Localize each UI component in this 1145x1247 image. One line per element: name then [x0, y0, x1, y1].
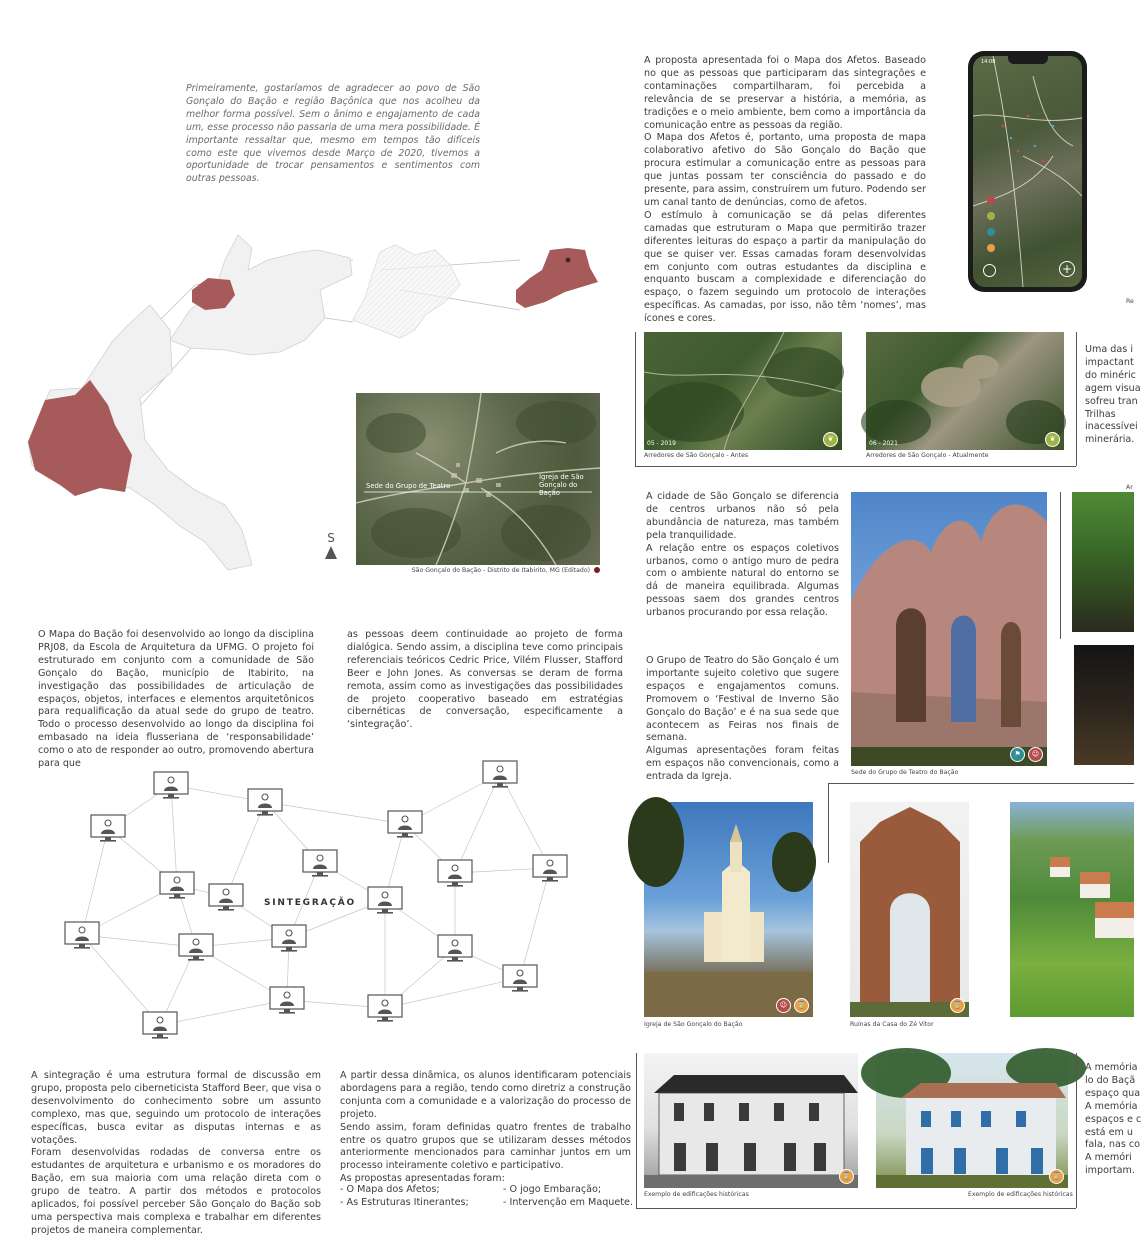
dynamics-p1: A partir dessa dinâmica, os alunos identificaram potenciais abordagens para a região, tendo como diretriz a construção conjunta com a comunidade e a valorização do processo de projeto. — [340, 1070, 631, 1120]
satellite-before — [644, 332, 842, 450]
district-map-fill — [353, 245, 460, 338]
caption-before: Arredores de São Gonçalo - Antes — [644, 452, 749, 459]
theatre-text — [646, 655, 839, 784]
greenery-photo — [1072, 492, 1134, 632]
proposal-text — [644, 55, 926, 326]
map-caption-text: São Gonçalo do Bação - Distrito de Itabirito, MG (Editado) — [411, 567, 591, 574]
proposal-item: - O jogo Embaração; — [503, 1184, 602, 1195]
layer-buttons — [987, 196, 995, 252]
hist-bracket-left — [636, 1053, 637, 1208]
historic-building-bw — [644, 1053, 858, 1188]
layer-leaf-icon[interactable] — [987, 212, 995, 220]
side-line: agem visua — [1085, 382, 1141, 394]
proposal-item: - As Estruturas Itinerantes; — [340, 1197, 469, 1208]
computer-node-icon — [503, 965, 537, 992]
computer-node-icon — [270, 987, 304, 1014]
computer-node-icon — [483, 761, 517, 788]
hourglass-icon: ⌛ — [950, 998, 965, 1013]
theatre-p1: O Grupo de Teatro do São Gonçalo é um importante sujeito coletivo que sugere espaços e engajamentos comuns. Promovem o ‘Festival de Inverno São Gonçalo do Bação’ e é na sua sede que acontecem as Feiras nos finais de semana. — [646, 655, 839, 744]
computer-node-icon — [65, 922, 99, 949]
computer-node-icon — [154, 772, 188, 799]
north-arrow-icon — [325, 546, 337, 559]
ruins-caption: Ruínas da Casa do Zé Vitor — [850, 1021, 934, 1028]
side-line: A memória — [1085, 1100, 1138, 1112]
mining-side-text — [1085, 344, 1145, 447]
proposal-item: - O Mapa dos Afetos; — [340, 1184, 440, 1195]
side-line: lo do Baçã — [1085, 1074, 1136, 1086]
computer-node-icon — [303, 850, 337, 877]
green-bracket — [1060, 492, 1061, 639]
side-line: Trilhas — [1085, 408, 1116, 420]
theatre-photo — [851, 492, 1047, 766]
city-p1: A cidade de São Gonçalo se diferencia de centros urbanos não só pela abundância de natureza, mas também pela tranquilidade. — [646, 491, 839, 541]
layer-flag-icon[interactable] — [987, 228, 995, 236]
side-line: inacessívei — [1085, 421, 1138, 433]
theatre-p2: Algumas apresentações foram feitas em espaços não convencionais, como a entrada da Igreja. — [646, 745, 839, 783]
proposal-p1: A proposta apresentada foi o Mapa dos Afetos. Baseado no que as pessoas que participaram das sintegrações e contaminações compartilharam, foi percebida a relevância de se preservar a história, a memória, as tradições e o meio ambiente, bem como a importância da comunicação entre as pessoas da região. — [644, 55, 926, 131]
theatre-bracket-vertical — [828, 783, 829, 863]
computer-node-icon — [533, 855, 567, 882]
right-side-caption: Ar — [1126, 484, 1133, 491]
satellite-after — [866, 332, 1064, 450]
dynamics-p3: As propostas apresentadas foram: — [340, 1173, 505, 1185]
memory-side-text — [1085, 1062, 1145, 1178]
city-p2: A relação entre os espaços coletivos urbanos, como o antigo muro de pedra com o ambiente natural do entorno se dá de maneira equilibrada. Algumas pessoas saem dos grandes centros urbanos procurando por essa relação. — [646, 542, 839, 619]
satellite-map — [356, 393, 600, 565]
north-label: S — [327, 531, 335, 545]
side-line: fala, nas co — [1085, 1139, 1141, 1151]
before-date: 05 - 2019 — [647, 440, 676, 447]
sintegration-label: SINTEGRAÇÃO — [264, 898, 356, 908]
map-caption — [380, 567, 600, 575]
highlight-district — [516, 248, 598, 308]
proposals-list-left — [340, 1183, 469, 1209]
computer-node-icon — [368, 995, 402, 1022]
side-line: do minéric — [1085, 369, 1136, 381]
phone-time: 14:08 — [981, 59, 996, 65]
hist-bracket-right — [1076, 1053, 1077, 1208]
leaf-icon: ❦ — [823, 432, 838, 447]
historic-building-color — [876, 1053, 1068, 1188]
side-line: está em u — [1085, 1126, 1133, 1138]
computer-node-icon — [160, 872, 194, 899]
church-photo — [644, 802, 813, 1017]
sat-label-church: Igreja de São Gonçalo do Bação — [539, 473, 584, 497]
city-text — [646, 491, 839, 620]
leaf-icon: ❦ — [1045, 432, 1060, 447]
phone-add-icon[interactable]: + — [1059, 261, 1075, 277]
phone-mockup — [968, 51, 1087, 292]
side-line: espaços e c — [1085, 1113, 1142, 1125]
sat-bracket-vertical — [635, 332, 636, 466]
course-text-col2: as pessoas deem continuidade ao projeto de forma dialógica. Sendo assim, a disciplina teve como principais referenciais teóricos Cedric Price, Vilém Flusser, Stafford Beer e John Jones. As conversas se deram de forma remota, assim como as investigações das possibilidades de projeto cooperativo baseado em estratégias cibernéticas de conversação, especificamente a ‘sintegração’. — [347, 629, 623, 731]
computer-node-icon — [388, 811, 422, 838]
map-caption-dot — [594, 567, 600, 573]
proposal-p2: O Mapa dos Afetos é, portanto, uma proposta de mapa colaborativo afetivo do São Gonçalo do Bação que procura estimular a comunicação entre as pessoas para que juntas possam ter consciência do passado e do presente, para assim, construírem um futuro. Podendo ser um canal tanto de denúncias, como de afetos. — [644, 132, 926, 208]
computer-node-icon — [272, 925, 306, 952]
north-arrow — [322, 532, 340, 559]
proposal-p3: O estímulo à comunicação se dá pelas diferentes camadas que estruturam o Mapa que permitirão trazer diferentes leituras do espaço a partir da manipulação do que se quiser ver. Essas camadas foram desenvolvidas em conjunto com outras estudantes da disciplina e enquanto buscam a complexidade e diferenciação do espaço, o fazem seguindo um protocolo de interações específicas. As camadas, por isso, não têm ‘nomes’, mas ícones e cores. — [644, 209, 926, 325]
historic-caption-1: Exemplo de edificações históricas — [644, 1191, 749, 1198]
phone-notch — [1008, 56, 1048, 64]
side-line: minerária. — [1085, 434, 1135, 446]
sat-label-theatre: Sede do Grupo de Teatro — [366, 482, 451, 490]
side-line: sofreu tran — [1085, 395, 1138, 407]
masks-icon: ☺ — [776, 998, 791, 1013]
after-date: 06 - 2021 — [869, 440, 898, 447]
phone-side-label: Re — [1126, 298, 1134, 305]
sintegration-text-col2 — [340, 1070, 631, 1186]
theatre-bracket-horizontal — [828, 783, 1134, 784]
side-line: A memóri — [1085, 1152, 1132, 1164]
performance-photo — [1074, 645, 1134, 765]
side-line: impactant — [1085, 356, 1134, 368]
side-line: A memória — [1085, 1062, 1138, 1073]
sat-bracket-right — [1076, 332, 1077, 466]
computer-node-icon — [143, 1012, 177, 1039]
sintegration-p1: A sintegração é uma estrutura formal de discussão em grupo, proposta pelo ciberneticista Stafford Beer, que visa o desenvolvimento do conhecimento sobre um assunto complexo, mas que, seguindo um protocolo de interações específicas, busca evitar as disputas internas e as votações. — [31, 1070, 321, 1146]
computer-node-icon — [368, 887, 402, 914]
computer-node-icon — [209, 884, 243, 911]
computer-node-icon — [438, 935, 472, 962]
computer-node-icon — [179, 934, 213, 961]
phone-menu-icon[interactable] — [983, 264, 996, 277]
historic-caption-2: Exemplo de edificações históricas — [968, 1191, 1073, 1198]
side-line: Uma das i — [1085, 344, 1133, 355]
hourglass-icon: ⌛ — [1049, 1169, 1064, 1184]
intro-acknowledgement: Primeiramente, gostaríamos de agradecer ao povo de São Gonçalo do Bação e região Baçônica que nos acolheu da melhor forma possível. Sem o ânimo e engajamento de cada um, esse processo não passaria de uma mera possibilidade. É importante ressaltar que, mesmo em tempos tão difíceis como este que vivemos desde Março de 2020, tivemos a oportunidade de trocar pensamentos e sentimentos com outras pessoas. — [186, 83, 480, 185]
proposals-list-right — [503, 1183, 633, 1209]
layer-hourglass-icon[interactable] — [987, 244, 995, 252]
computer-node-icon — [438, 860, 472, 887]
dynamics-p2: Sendo assim, foram definidas quatro frentes de trabalho entre os quatro grupos que se utilizaram desses métodos anteriormente mencionados para caminhar juntos em um processo inteiramente coletivo e participativo. — [340, 1121, 631, 1172]
village-photo — [1010, 802, 1134, 1017]
proposal-item: - Intervenção em Maquete. — [503, 1197, 634, 1208]
side-line: importam. — [1085, 1165, 1135, 1177]
ruins-photo — [850, 802, 969, 1017]
caption-after: Arredores de São Gonçalo - Atualmente — [866, 452, 989, 459]
layer-heart-icon[interactable] — [987, 196, 995, 204]
masks-icon: ☺ — [1028, 747, 1043, 762]
hourglass-icon: ⌛ — [794, 998, 809, 1013]
hist-bracket-bottom — [636, 1208, 1076, 1209]
computer-node-icon — [248, 789, 282, 816]
sat-bracket-horizontal — [635, 466, 1076, 467]
sintegration-text-col1 — [31, 1070, 321, 1238]
sintegration-p2: Foram desenvolvidas rodadas de conversa entre os estudantes de arquitetura e urbanismo e os moradores do Bação, em sua maioria com uma relação direta com o grupo de teatro. A partir dos métodos e protocolos aplicados, foi possível perceber São Gonçalo do Bação sob uma perspectiva mais complexa e trabalhar em diferentes projetos de maneira complementar. — [31, 1147, 321, 1236]
flag-icon: ⚑ — [1010, 747, 1025, 762]
phone-screen — [973, 56, 1082, 287]
side-line: espaço qua — [1085, 1087, 1141, 1099]
course-text-col1: O Mapa do Bação foi desenvolvido ao longo da disciplina PRJ08, da Escola de Arquitetura da UFMG. O projeto foi estruturado em conjunto com a comunidade de São Gonçalo do Bação, município de Itabirito, na investigação das possibilidades de articulação de espaços, objetos, interfaces e elementos arquitetônicos para requalificação da atual sede do grupo de teatro. Todo o processo desenvolvido ao longo da disciplina foi embasado na ideia flusseriana de ‘responsabilidade’ como o ato de responder ao outro, promovendo abertura para que — [38, 629, 314, 770]
theatre-caption: Sede do Grupo de Teatro do Bação — [851, 769, 959, 776]
church-caption: Igreja de São Gonçalo do Bação — [644, 1021, 743, 1028]
hourglass-icon: ⌛ — [839, 1169, 854, 1184]
